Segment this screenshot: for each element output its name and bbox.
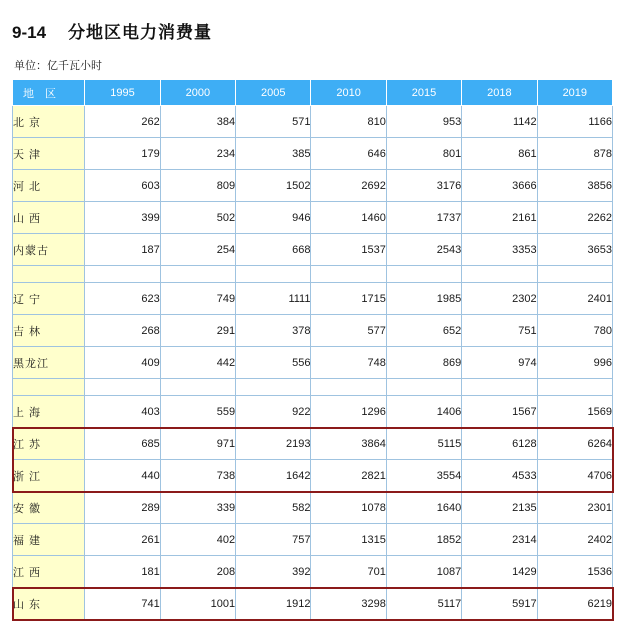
table-cell-value: 1642 (236, 460, 311, 492)
table-cell-value: 5115 (386, 428, 461, 460)
table-cell-value: 757 (236, 524, 311, 556)
column-header-2018: 2018 (462, 80, 537, 106)
table-cell-value: 403 (85, 396, 160, 428)
table-cell-value: 878 (537, 138, 612, 170)
table-cell-value: 2314 (462, 524, 537, 556)
table-cell-value: 1640 (386, 492, 461, 524)
table-cell-value (236, 379, 311, 396)
table-cell-value: 1166 (537, 106, 612, 138)
table-cell-region: 黑龙江 (13, 347, 85, 379)
table-cell-value: 1985 (386, 283, 461, 315)
table-cell-value: 1406 (386, 396, 461, 428)
table-cell-value: 440 (85, 460, 160, 492)
table-row (13, 315, 613, 347)
table-cell-value: 208 (160, 556, 235, 588)
column-header-2019: 2019 (537, 80, 612, 106)
table-cell-value: 780 (537, 315, 612, 347)
table-cell-value: 384 (160, 106, 235, 138)
title-number: 9-14 (12, 23, 47, 42)
table-cell-value: 291 (160, 315, 235, 347)
table-cell-value: 254 (160, 234, 235, 266)
table-cell-value: 974 (462, 347, 537, 379)
unit-note: 单位：亿千瓦小时 (14, 60, 102, 72)
table-cell-value (236, 266, 311, 283)
table-cell-value (160, 379, 235, 396)
table-cell-value: 399 (85, 202, 160, 234)
table-cell-value (85, 266, 160, 283)
table-cell-value: 3653 (537, 234, 612, 266)
table-cell-value: 1142 (462, 106, 537, 138)
table-cell-region: 北 京 (13, 106, 85, 138)
table-cell-value: 6128 (462, 428, 537, 460)
table-row (13, 492, 613, 524)
table-cell-value: 2692 (311, 170, 386, 202)
table-cell-value: 2821 (311, 460, 386, 492)
table-cell-region: 内蒙古 (13, 234, 85, 266)
table-spacer-row (13, 266, 613, 283)
table-cell-value: 809 (160, 170, 235, 202)
table-cell-value: 234 (160, 138, 235, 170)
table-cell-value: 3554 (386, 460, 461, 492)
table-cell-region: 江 苏 (13, 428, 85, 460)
table-cell-value: 179 (85, 138, 160, 170)
table-row (13, 347, 613, 379)
table-cell-value: 262 (85, 106, 160, 138)
table-cell-value: 810 (311, 106, 386, 138)
column-header-2000: 2000 (160, 80, 235, 106)
column-header-1995: 1995 (85, 80, 160, 106)
table-cell-region: 福 建 (13, 524, 85, 556)
table-cell-value: 1569 (537, 396, 612, 428)
table-cell-region: 浙 江 (13, 460, 85, 492)
table-cell-value: 2262 (537, 202, 612, 234)
electricity-consumption-table (12, 79, 613, 620)
column-header-2005: 2005 (236, 80, 311, 106)
table-cell-region: 安 徽 (13, 492, 85, 524)
table-cell-value: 1912 (236, 588, 311, 620)
table-row (13, 428, 613, 460)
table-row (13, 556, 613, 588)
table-cell-value: 1502 (236, 170, 311, 202)
table-cell-value: 861 (462, 138, 537, 170)
table-cell-value: 4533 (462, 460, 537, 492)
table-cell-value: 869 (386, 347, 461, 379)
table-cell-value: 801 (386, 138, 461, 170)
table-row (13, 202, 613, 234)
table-cell-value: 385 (236, 138, 311, 170)
table-cell-value: 2402 (537, 524, 612, 556)
table-cell-value: 971 (160, 428, 235, 460)
table-row (13, 524, 613, 556)
title-text: 分地区电力消费量 (68, 23, 213, 42)
table-container (12, 79, 613, 620)
table-cell-value (386, 379, 461, 396)
table-cell-value (311, 379, 386, 396)
table-cell-region: 天 津 (13, 138, 85, 170)
table-cell-value: 5917 (462, 588, 537, 620)
table-cell-value: 1460 (311, 202, 386, 234)
table-cell-value: 3176 (386, 170, 461, 202)
table-cell-value: 1536 (537, 556, 612, 588)
table-cell-value: 1429 (462, 556, 537, 588)
table-cell-value: 3864 (311, 428, 386, 460)
table-cell-value (462, 266, 537, 283)
table-cell-value: 685 (85, 428, 160, 460)
table-cell-region: 山 西 (13, 202, 85, 234)
table-cell-value: 571 (236, 106, 311, 138)
table-cell-region: 山 东 (13, 588, 85, 620)
table-cell-value: 2401 (537, 283, 612, 315)
table-cell-value: 946 (236, 202, 311, 234)
table-cell-value: 2543 (386, 234, 461, 266)
table-cell-value: 1852 (386, 524, 461, 556)
table-cell-value: 741 (85, 588, 160, 620)
table-cell-region: 江 西 (13, 556, 85, 588)
table-cell-value: 1111 (236, 283, 311, 315)
table-cell-value: 652 (386, 315, 461, 347)
table-cell-value: 1001 (160, 588, 235, 620)
table-cell-value: 2301 (537, 492, 612, 524)
table-row (13, 283, 613, 315)
table-cell-value: 268 (85, 315, 160, 347)
table-cell-value: 646 (311, 138, 386, 170)
header-row (13, 80, 613, 106)
table-cell-value (386, 266, 461, 283)
table-cell-value: 953 (386, 106, 461, 138)
table-cell-region: 吉 林 (13, 315, 85, 347)
table-cell-value: 701 (311, 556, 386, 588)
table-cell-value: 409 (85, 347, 160, 379)
table-cell-value (537, 266, 612, 283)
table-cell-value: 996 (537, 347, 612, 379)
column-header-2010: 2010 (311, 80, 386, 106)
table-cell-value: 261 (85, 524, 160, 556)
table-cell-value: 1315 (311, 524, 386, 556)
table-cell-value: 5117 (386, 588, 461, 620)
table-cell-value: 1296 (311, 396, 386, 428)
table-spacer-row (13, 379, 613, 396)
table-cell-value: 1737 (386, 202, 461, 234)
table-cell-value: 502 (160, 202, 235, 234)
table-cell-value (462, 379, 537, 396)
table-cell-value: 556 (236, 347, 311, 379)
table-cell-value: 3353 (462, 234, 537, 266)
table-cell-value: 3298 (311, 588, 386, 620)
table-cell-value: 1715 (311, 283, 386, 315)
table-cell-value: 3666 (462, 170, 537, 202)
table-cell-value: 187 (85, 234, 160, 266)
table-cell-value: 559 (160, 396, 235, 428)
table-cell-value (537, 379, 612, 396)
table-row (13, 170, 613, 202)
table-cell-value: 2193 (236, 428, 311, 460)
table-cell-value: 1567 (462, 396, 537, 428)
table-cell-region: 河 北 (13, 170, 85, 202)
table-cell-value (160, 266, 235, 283)
table-body (13, 106, 613, 620)
table-cell-value: 623 (85, 283, 160, 315)
column-header-region: 地 区 (13, 80, 85, 106)
table-cell-value: 668 (236, 234, 311, 266)
table-cell-value: 738 (160, 460, 235, 492)
table-row (13, 460, 613, 492)
table-cell-value: 748 (311, 347, 386, 379)
table-cell-value: 392 (236, 556, 311, 588)
table-cell-value: 603 (85, 170, 160, 202)
table-cell-value: 751 (462, 315, 537, 347)
table-cell-value: 922 (236, 396, 311, 428)
table-cell-value: 402 (160, 524, 235, 556)
table-row (13, 588, 613, 620)
table-row (13, 138, 613, 170)
table-cell-value (311, 266, 386, 283)
table-cell-value (85, 379, 160, 396)
table-header (13, 80, 613, 106)
table-cell-value: 582 (236, 492, 311, 524)
table-cell-value: 339 (160, 492, 235, 524)
table-cell-value: 2161 (462, 202, 537, 234)
table-cell-value: 4706 (537, 460, 612, 492)
table-cell-value: 378 (236, 315, 311, 347)
table-cell-value: 1537 (311, 234, 386, 266)
table-cell-region: 辽 宁 (13, 283, 85, 315)
page-title (0, 0, 623, 43)
table-cell-value: 181 (85, 556, 160, 588)
table-cell-value: 1078 (311, 492, 386, 524)
table-cell-region (13, 266, 85, 283)
table-cell-value: 289 (85, 492, 160, 524)
table-row (13, 106, 613, 138)
table-cell-value: 749 (160, 283, 235, 315)
table-cell-value: 2302 (462, 283, 537, 315)
table-cell-value: 3856 (537, 170, 612, 202)
table-cell-region (13, 379, 85, 396)
table-cell-value: 6264 (537, 428, 612, 460)
table-cell-value: 6219 (537, 588, 612, 620)
table-cell-value: 2135 (462, 492, 537, 524)
table-row (13, 396, 613, 428)
table-cell-region: 上 海 (13, 396, 85, 428)
table-cell-value: 577 (311, 315, 386, 347)
table-cell-value: 442 (160, 347, 235, 379)
column-header-2015: 2015 (386, 80, 461, 106)
table-row (13, 234, 613, 266)
table-cell-value: 1087 (386, 556, 461, 588)
